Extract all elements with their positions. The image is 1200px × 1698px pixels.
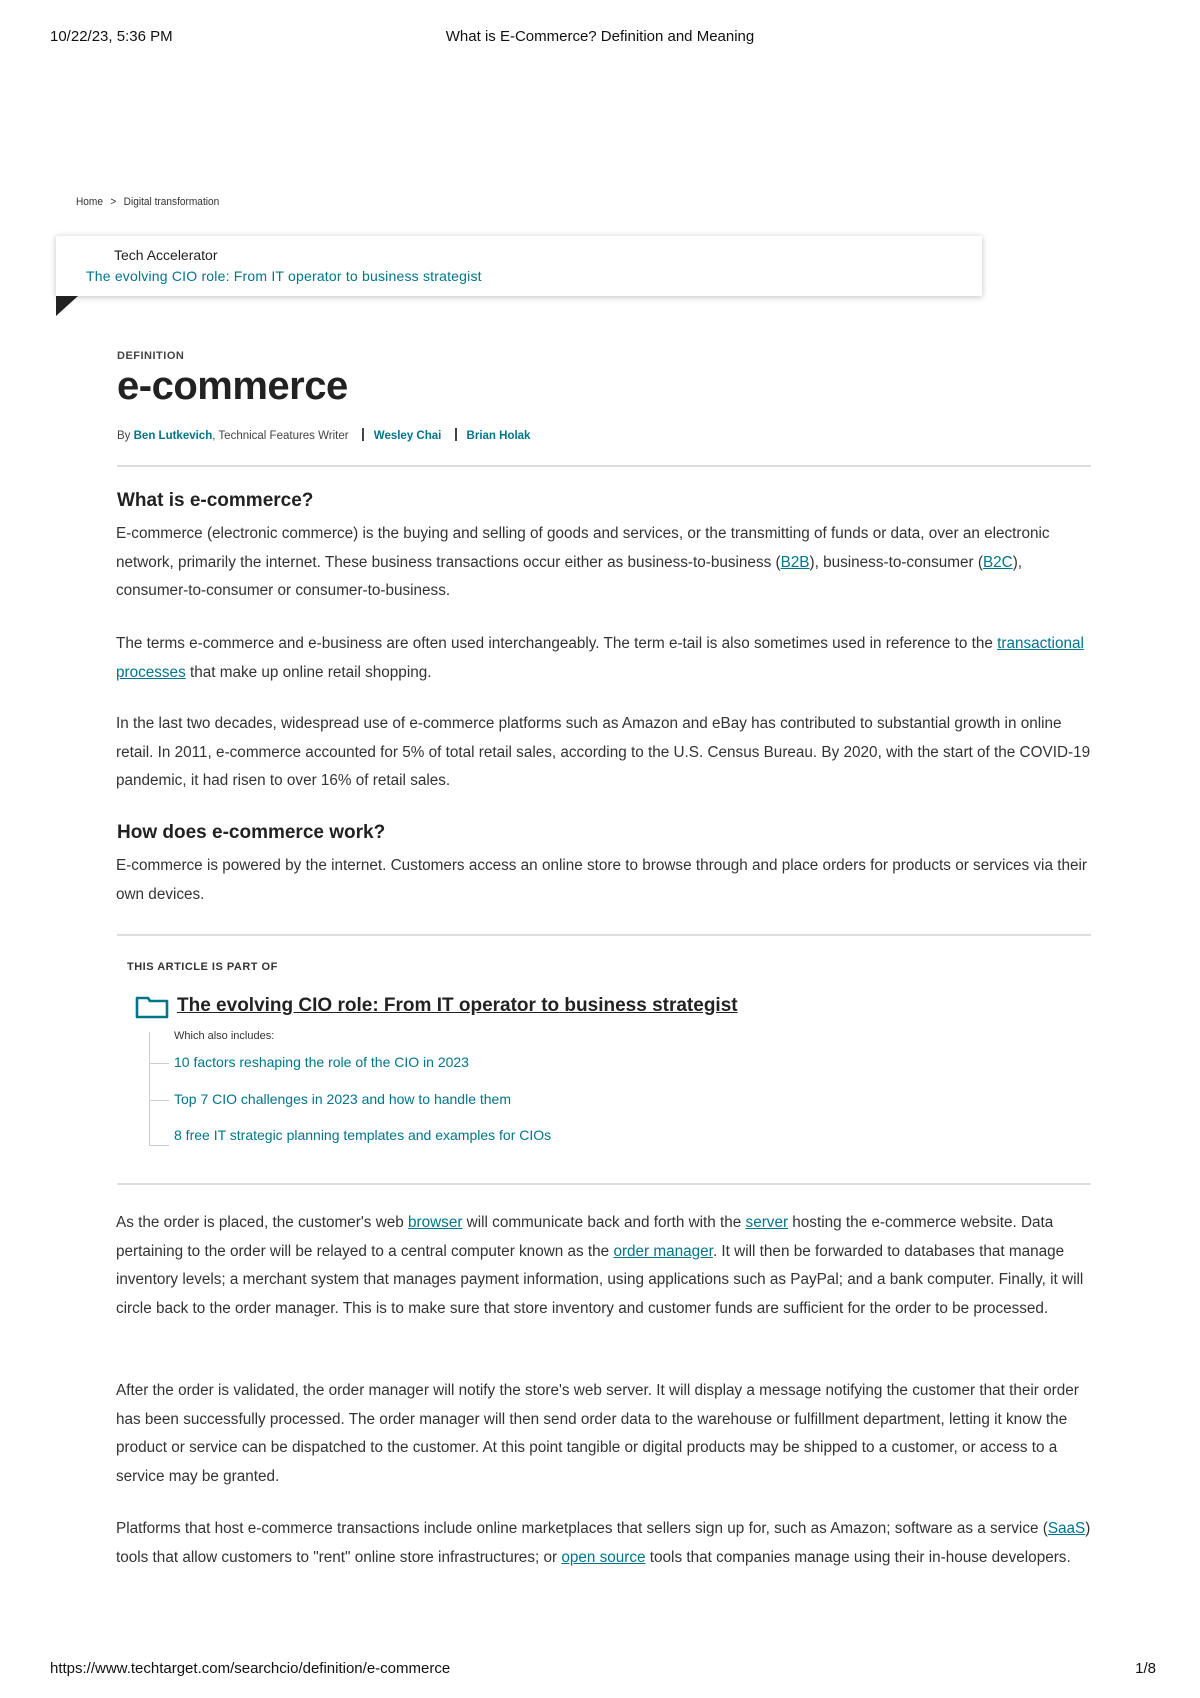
author-link-2[interactable]: Wesley Chai [373,430,442,442]
folder-icon [135,995,169,1019]
print-datetime: 10/22/23, 5:36 PM [50,28,173,45]
series-item-list [149,1030,1049,1180]
breadcrumb-separator: > [110,196,117,208]
article-series-box [117,940,1091,1180]
series-title-link[interactable]: The evolving CIO role: From IT operator to business strategist [177,995,738,1016]
article-kicker: DEFINITION [117,350,185,362]
print-url: https://www.techtarget.com/searchcio/definition/e-commerce [50,1660,451,1677]
link-server[interactable]: server [745,1214,789,1231]
corner-fold-decoration [56,296,78,316]
paragraph-order-flow: As the order is placed, the customer's web browser will communicate back and forth with the server hosting the e-commerce website. Data pertaining to the order will be relayed to a central computer known as the order manager. It will then be forwarded to databases that manage inventory levels; a merchant system that manages payment information, using applications such as PayPal; and a bank computer. Finally, it will circle back to the order manager. This is to make sure that store inventory and customer funds are sufficient for the order to be processed. [116,1214,1084,1317]
tech-accelerator-box [56,236,982,296]
link-transactional-processes[interactable]: transactional processes [116,635,1084,681]
series-item-link[interactable]: Top 7 CIO challenges in 2023 and how to handle them [174,1091,512,1107]
print-header [0,28,1200,50]
section-heading-how-it-works: How does e-commerce work? [117,822,386,843]
paragraph-order-validated: After the order is validated, the order manager will notify the store's web server. It will display a message notifying the customer that their order has been successfully processed. The order manager will then send order data to the warehouse or fulfillment department, letting it know the product or service can be dispatched to the customer. At this point tangible or digital products may be shipped to a customer, or access to a service may be granted. [116,1382,1079,1485]
tree-branch [149,1063,169,1064]
link-saas[interactable]: SaaS [1047,1520,1086,1537]
section-heading-what-is: What is e-commerce? [117,490,314,511]
paragraph-platforms: Platforms that host e-commerce transactions include online marketplaces that sellers sign up for, such as Amazon; software as a service (SaaS) tools that allow customers to "rent" online store infrastructures; or open source tools that companies manage using their in-house developers. [116,1520,1091,1566]
print-page-title: What is E-Commerce? Definition and Meaning [445,28,755,45]
page-title: e-commerce [117,364,348,408]
paragraph-terms: The terms e-commerce and e-business are often used interchangeably. The term e-tail is also sometimes used in reference to the transactional processes that make up online retail shopping. [116,635,1084,681]
author-1-role: , Technical Features Writer [212,430,349,442]
tree-branch [149,1100,169,1101]
byline-divider [362,428,364,441]
link-b2b[interactable]: B2B [780,553,810,571]
paragraph-how-it-works: E-commerce is powered by the internet. Customers access an online store to browse through and place orders for products or services via their own devices. [116,857,1087,903]
paragraph-definition: E-commerce (electronic commerce) is the buying and selling of goods and services, or the transmitting of funds or data, over an electronic network, primarily the internet. These business transactions occur either as business-to-business (B2B), business-to-consumer (B2C), consumer-to-consumer or consumer-to-business. [116,525,1050,599]
author-link-1[interactable]: Ben Lutkevich [133,430,213,442]
link-b2c[interactable]: B2C [982,553,1013,571]
series-item-link[interactable]: 8 free IT strategic planning templates and examples for CIOs [174,1127,552,1143]
byline-by: By [117,430,131,442]
divider [117,1183,1091,1185]
breadcrumb-home[interactable]: Home [76,196,103,208]
breadcrumb [76,196,219,208]
tech-accelerator-link[interactable]: The evolving CIO role: From IT operator to business strategist [86,268,482,284]
tree-branch [149,1145,169,1146]
byline-divider [455,428,457,441]
author-link-3[interactable]: Brian Holak [466,430,531,442]
link-open-source[interactable]: open source [561,1548,646,1566]
series-kicker: THIS ARTICLE IS PART OF [127,961,278,973]
link-browser[interactable]: browser [408,1214,463,1231]
link-order-manager[interactable]: order manager [613,1242,713,1260]
tree-line [149,1032,150,1146]
tech-accelerator-label: Tech Accelerator [114,247,218,263]
print-page-number: 1/8 [1135,1660,1156,1677]
series-item-link[interactable]: 10 factors reshaping the role of the CIO in 2023 [174,1054,469,1070]
byline [117,428,1091,442]
divider [117,934,1091,936]
paragraph-growth: In the last two decades, widespread use of e-commerce platforms such as Amazon and eBay has contributed to substantial growth in online retail. In 2011, e-commerce accounted for 5% of total retail sales, according to the U.S. Census Bureau. By 2020, with the start of the COVID-19 pandemic, it had risen to over 16% of retail sales. [116,715,1091,789]
series-also-includes: Which also includes: [174,1030,275,1042]
divider [117,465,1091,467]
breadcrumb-current[interactable]: Digital transformation [123,196,220,208]
